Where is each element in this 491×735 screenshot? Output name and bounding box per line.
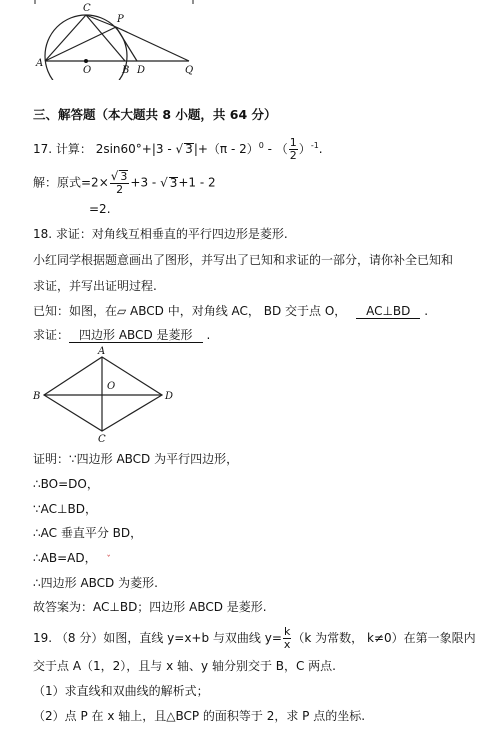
q17-frac-num: 1	[289, 136, 297, 149]
q17-mid: |+（π - 2）	[193, 142, 259, 156]
question-18-intro-1: 小红同学根据题意画出了图形，并写出了已知和求证的一部分，请你补全已知和	[33, 253, 454, 267]
q17-minus: - （	[263, 142, 288, 156]
q19-fraction	[283, 626, 292, 651]
center-point	[84, 59, 88, 63]
label-A: A	[98, 346, 106, 357]
proof-line-5	[33, 549, 111, 569]
sol17-frac-num	[110, 170, 130, 184]
circle-tangent-figure	[0, 0, 491, 80]
label-Q: Q	[185, 65, 194, 76]
question-17	[33, 137, 323, 162]
q17-fraction	[289, 137, 298, 162]
question-19-line-2: 交于点 A（1，2），且与 x 轴、y 轴分别交于 B，C 两点.	[33, 659, 336, 673]
sol17-tail: +1 - 2	[178, 175, 216, 190]
q19-frac-den: x	[283, 638, 291, 651]
label-D: D	[137, 65, 146, 76]
label-B: B	[122, 65, 130, 76]
question-18-intro-2: 求证，并写出证明过程.	[33, 279, 157, 293]
solution-17	[33, 170, 216, 196]
q17-sqrt-value: 3	[185, 142, 193, 156]
prove-blank-text: 四边形 ABCD 是菱形	[79, 328, 193, 342]
section-heading: 三、解答题（本大题共 8 小题，共 64 分）	[33, 107, 277, 122]
label-P: P	[117, 14, 124, 25]
question-19	[33, 626, 476, 651]
label-B: B	[33, 391, 41, 402]
prove-blank	[69, 328, 202, 343]
question-19-part-1: （1）求直线和双曲线的解析式；	[33, 684, 209, 698]
rhombus-figure	[30, 345, 190, 445]
sol17-sqrt-value: 3	[169, 175, 178, 190]
prove-prefix: 求证：	[33, 328, 70, 342]
q17-frac-den: 2	[289, 149, 297, 162]
proof-line-1: 证明：∵四边形 ABCD 为平行四边形，	[33, 452, 239, 466]
question-18-known	[33, 302, 428, 320]
question-18-prove	[33, 326, 210, 344]
proof-line-6: ∴四边形 ABCD 为菱形.	[33, 576, 158, 590]
q17-neg-exponent: -1	[310, 141, 319, 150]
sqrt-icon: √	[110, 169, 119, 183]
question-18-title: 18. 求证：对角线互相垂直的平行四边形是菱形.	[33, 227, 288, 241]
label-O: O	[107, 381, 116, 392]
known-end: .	[424, 304, 429, 318]
q19-suffix: （k 为常数， k≠0）在第一象限内	[292, 631, 476, 645]
known-blank	[356, 304, 420, 319]
proof-line-2: ∴BO=DO，	[33, 477, 99, 491]
proof-answer: 故答案为：AC⊥BD；四边形 ABCD 是菱形.	[33, 600, 267, 614]
proof-line-3: ∵AC⊥BD，	[33, 502, 97, 516]
q19-frac-num: k	[283, 625, 291, 638]
q17-prefix: 17. 计算： 2sin60°+|3 -	[33, 142, 176, 156]
sol17-fraction	[110, 170, 130, 196]
sol17-frac-den: 2	[116, 183, 124, 196]
sqrt-icon: √	[175, 142, 184, 156]
prove-end: .	[206, 328, 211, 342]
label-C: C	[83, 3, 91, 14]
known-blank-text: AC⊥BD	[366, 304, 411, 318]
sqrt-icon: √	[160, 175, 168, 190]
sol17-mid: +3 -	[130, 175, 161, 190]
segment-AC	[45, 15, 86, 61]
q19-prefix: 19. （8 分）如图，直线 y=x+b 与双曲线 y=	[33, 631, 282, 645]
segment-AP	[45, 27, 116, 61]
proof-line-4: ∴AC 垂直平分 BD，	[33, 526, 143, 540]
sol17-prefix: 解：原式=2×	[33, 175, 109, 190]
known-prefix: 已知：如图，在▱ ABCD 中，对角线 AC， BD 交于点 O，	[33, 304, 347, 318]
q17-close: ）	[298, 142, 311, 156]
question-19-part-2: （2）点 P 在 x 轴上，且△BCP 的面积等于 2，求 P 点的坐标.	[33, 709, 366, 723]
q17-zero-exponent: 0	[258, 141, 264, 150]
label-C: C	[98, 434, 106, 445]
sol17-frac-sqrt: 3	[120, 170, 128, 183]
label-D: D	[165, 391, 174, 402]
label-O: O	[83, 65, 92, 76]
edit-mark: ˇ	[106, 555, 111, 565]
q17-period: .	[318, 142, 323, 156]
proof-line-5-text: ∴AB=AD，	[33, 551, 97, 565]
label-A: A	[36, 58, 44, 69]
solution-17-result: =2.	[89, 202, 111, 216]
rhombus-ABCD	[44, 357, 162, 431]
